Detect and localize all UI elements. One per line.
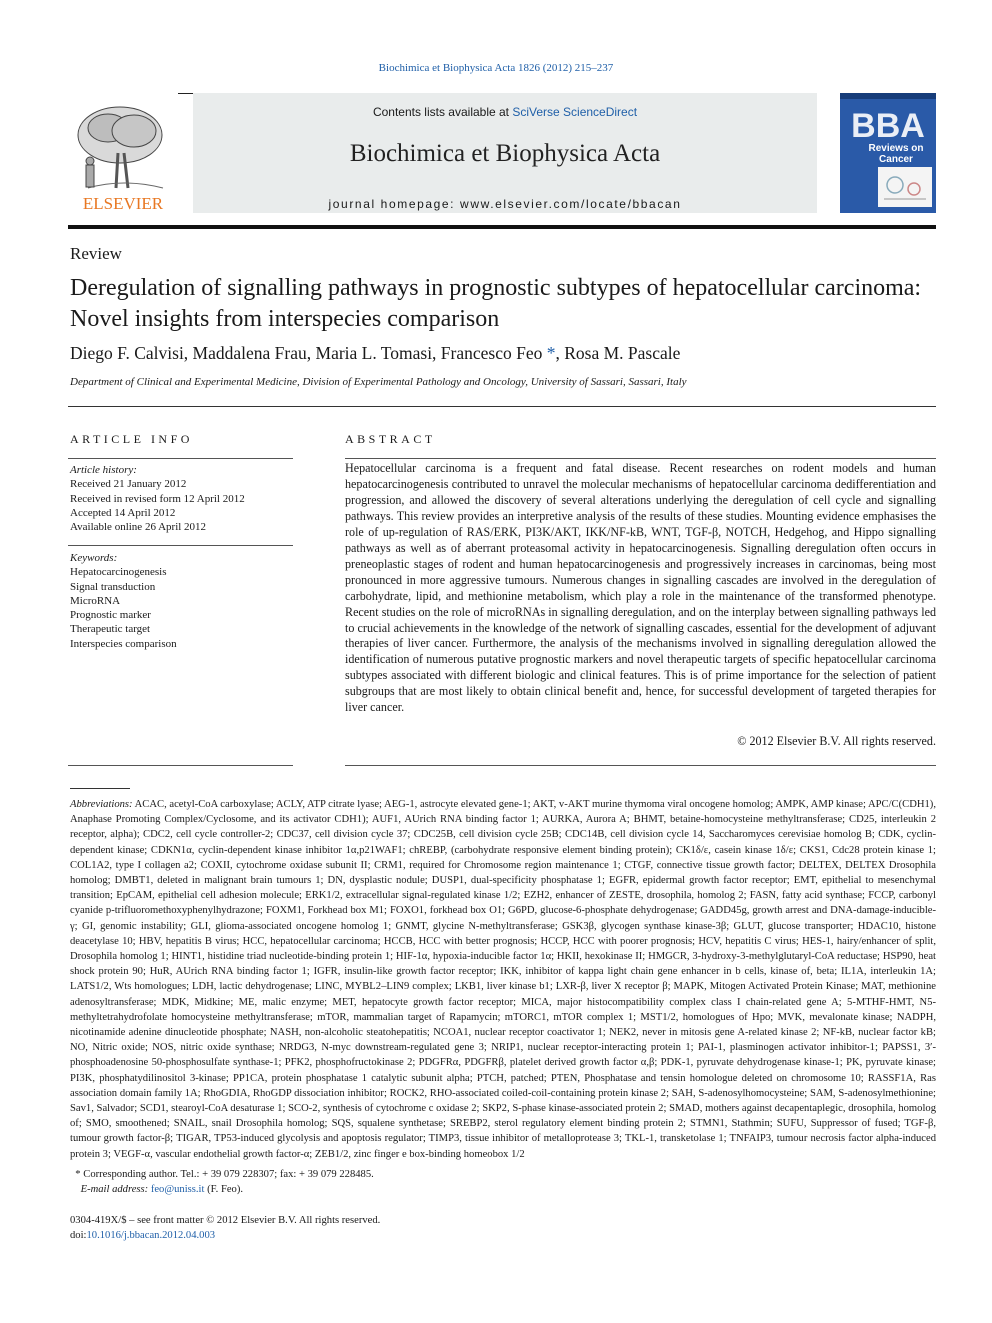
abstract-rule [345, 458, 936, 459]
author-list: Diego F. Calvisi, Maddalena Frau, Maria L. Tomasi, Francesco Feo *, Rosa M. Pascale [70, 343, 681, 363]
abstract-text: Hepatocellular carcinoma is a frequent and fatal disease. Recent researches on rodent models and human hepatocarcinogenesis contributed to unravel the molecular mechanisms of hepatocellular carcinoma dedifferentiation and progression, and allowed the discovery of several alterations underlying the deregulation of cell cycle and signalling pathways. This review provides an interpretive analysis of the results of these studies. Mounting evidence emphasises the role of up-regulation of RAS/ERK, PI3K/AKT, IKK/NF-kB, WNT, TGF-β, NOTCH, Hedgehog, and Hippo signalling pathways as well as of aberrant proteasomal activity in hepatocarcinogenesis. Signalling deregulation often occurs in preneoplastic stages of rodent and human hepatocarcinogenesis and progressively increases in carcinomas, being most pronounced in more aggressive tumours. Numerous changes in signalling cascades are involved in the deregulation of carbohydrate, lipid, and methionine metabolism, which play a role in the maintenance of the transformed phenotype. Recent studies on the role of microRNAs in signalling deregulation, and on the interplay between signalling pathways led to crucial achievements in the knowledge of the network of signalling cascades, essential for the development of adjuvant therapies of liver cancer. Furthermore, the analysis of the mechanisms involved in signalling deregulation allowed the identification of numerous putative prognostic markers and novel therapeutic targets of specific hepatocellular carcinoma subtypes associated with different biologic and clinical features. This is of prime importance for the selection of patient subgroups that are most likely to obtain clinical benefit and, hence, for successful development of targeted therapies for liver cancer. [345, 461, 936, 715]
front-matter: 0304-419X/$ – see front matter © 2012 Elsevier B.V. All rights reserved. doi:10.1016/j.bbacan.2012.04.003 [70, 1213, 936, 1243]
keyword: Prognostic marker [70, 609, 151, 622]
keyword: Therapeutic target [70, 623, 151, 636]
keywords-label: Keywords: [70, 552, 118, 564]
affiliation-rule [68, 406, 936, 407]
journal-cover[interactable] [840, 93, 936, 213]
article-info-heading: ARTICLE INFO [70, 432, 193, 446]
doi-link[interactable]: 10.1016/j.bbacan.2012.04.003 [86, 1230, 216, 1242]
history-label: Article history: [70, 464, 137, 476]
history-item: Received in revised form 12 April 2012 [70, 492, 245, 505]
journal-cover-image [840, 93, 936, 213]
corresponding-footnote: * Corresponding author. Tel.: + 39 079 228307; fax: + 39 079 228485. E-mail address: feo@uniss.it (F. Feo). [70, 1169, 374, 1196]
svg-text:Cancer: Cancer [879, 154, 913, 165]
affiliation: Department of Clinical and Experimental Medicine, Division of Experimental Pathology and Oncology, University of Sassari, Sassari, Italy [70, 376, 687, 388]
contents-line: Contents lists available at SciVerse ScienceDirect [372, 105, 638, 119]
footnote-rule [70, 788, 130, 789]
article-title: Deregulation of signalling pathways in prognostic subtypes of hepatocellular carcinoma: Novel insights from interspecies comparison [70, 275, 922, 332]
article-info-rule [68, 458, 293, 459]
keyword: Signal transduction [70, 580, 156, 593]
keyword: MicroRNA [70, 594, 121, 607]
elsevier-logo[interactable] [68, 93, 178, 213]
keywords-rule [68, 545, 293, 546]
email-link[interactable]: feo@uniss.it [150, 1184, 205, 1196]
corresponding-author-mark[interactable]: * [546, 343, 556, 363]
front-matter-text: 0304-419X/$ – see front matter © 2012 Elsevier B.V. All rights reserved. [70, 1215, 381, 1226]
article-history [70, 463, 245, 534]
history-item: Received 21 January 2012 [70, 478, 187, 491]
svg-text:BBA: BBA [851, 107, 925, 145]
corresponding-text: Corresponding author. Tel.: + 39 079 228307; fax: + 39 079 228485. [83, 1169, 374, 1180]
sciencedirect-link[interactable]: SciVerse ScienceDirect [512, 105, 638, 119]
svg-text:Reviews on: Reviews on [868, 143, 924, 154]
header-bottom-rule [68, 225, 936, 229]
journal-title: Biochimica et Biophysica Acta [349, 140, 661, 167]
abstract-end-rule [345, 765, 936, 766]
keyword-list [70, 551, 177, 651]
journal-homepage[interactable]: journal homepage: www.elsevier.com/locate/bbacan [328, 197, 682, 211]
email-label: E-mail address: [80, 1184, 149, 1196]
svg-text:ELSEVIER: ELSEVIER [82, 194, 164, 213]
abbreviations-label: Abbreviations: [70, 799, 133, 810]
journal-citation[interactable]: Biochimica et Biophysica Acta 1826 (2012) 215–237 [378, 62, 614, 74]
article-info-end-rule [68, 765, 293, 766]
keyword: Interspecies comparison [70, 637, 177, 650]
article-type: Review [70, 244, 122, 263]
history-item: Available online 26 April 2012 [70, 521, 207, 534]
history-item: Accepted 14 April 2012 [70, 506, 176, 519]
abstract-heading: ABSTRACT [345, 432, 436, 446]
abbreviations-footnote [70, 797, 936, 1162]
abbreviations-text: ACAC, acetyl-CoA carboxylase; ACLY, ATP citrate lyase; AEG-1, astrocyte elevated gene-1; AKT, v-AKT murine thymoma viral oncogene homolog; AMPK, AMP kinase; APC/C(CDH1), Anaphase Promoting Complex/Cyclosome, and its activator CDH1); AUF1, AUrich RNA binding factor 1; AURKA, Aurora A; BHMT, betaine-homocysteine methyltransferase; CD25, interleukin 2 receptor, alpha); CDC2, cell cycle controller-2; CDC37, cell division cycle 37; CDC25B, cell division cycle 25B; CDC14B, cell division cycle 14, Saccharomyces cerevisiae homolog B; CDK, cyclin-dependent kinase; CDKN1α, cyclin-dependent kinase inhibitor 1α,p21WAF1; chREBP, (carbohydrate responsive element binding protein); CK1δ/ε, casein kinase 1δ/ε; CKS1, Cdc28 protein kinase 1; COL1A2, type I collagen a2; COXII, cytochrome oxidase subunit II; CRM1, required for Chromosome region maintenance 1; CTGF, connective tissue growth factor; DELTEX, DELTEX Drosophila homolog; DMBT1, deleted in malignant brain tumours 1; DN, dysplastic nodule; DUSP1, dual-specificity phosphatase 1; EGFR, epidermal growth factor receptor; EMT, epithelial to mesenchymal transition; EpCAM, epithelial cell adhesion molecule; ERK1/2, extracellular signal-regulated kinase 1/2; EZH2, enhancer of ZESTE, drosophila, homolog 2; FASN, fatty acid synthase; FCCP, carbonyl cyanide p-trifluoromethoxyphenylhydrazone; FOXM1, Forkhead box M1; FOXO1, forkhead box O1; G6PD, glucose-6-phosphate dehydrogenase; GADD45g, growth arrest and DNA-damage-inducible-γ; GI, genomic instability; GLI, glioma-associated oncogene homolog 1; GNMT, glycine N-methyltransferase; GSK3β, glycogen synthase kinase-3β; GLUT, glucose transporter; HDAC10, histone deacetylase 10; HBV, hepatitis B virus; HCC, hepatocellular carcinoma; HCCB, HCC with better prognosis; HCCP, HCC with poorer prognosis; HCV, hepatitis C virus; HES-1, hairy/enhancer of split, Drosophila homolog 1; HINT1, histidine triad nucleotide-binding protein 1; HIF-1α, hypoxia-inducible factor 1α; HKII, hexokinase II; HMGCR, 3-hydroxy-3-methylglutaryl-CoA reductase; HSP90, heat shock protein 90; HuR, AUrich RNA binding factor 1; IGFR, insulin-like growth factor receptor; IKK, inhibitor of kappa light chain gene enhancer in b cells, kinase of, beta; IL1A, interleukin 1A; LATS1/2, Wts homologues; LDH, lactic dehydrogenase; LINC, MYBL2–LIN9 complex; LKB1, liver kinase b1; LXR-β, liver X receptor β; MAPK, Mitogen Activated Protein Kinase; MAT, methionine adenosyltransferase; MDK, Midkine; ME, malic enzyme; MET, hepatocyte growth factor receptor; MICA, major histocompatibility complex class I chain-related gene A; 5-MTHF-HMT, N5-methyltetrahydrofolate homocysteine methyltransferase; mTOR, mammalian target of Rapamycin; mTORC1, mTOR complex 1; MST1/2, homologues of Hpo; MVK, mevalonate kinase; NADPH, nicotinamide adenine dinucleotide phosphate; NASH, non-alcoholic steatohepatitis; NCOA1, nuclear receptor coactivator 1; NEK2, never in mitosis gene A-related kinase 2; NF-kB, nuclear factor kB; NO, Nitric oxide; NOS, nitric oxide synthase; NRDG3, N-myc downstream-regulated gene 3; NRIP1, nuclear receptor-interacting protein 1; PAI-1, plasminogen activator inhibitor-1; PAPSS1, 3′-phosphoadenosine 50-phosphosulfate synthase-1; PFK2, phosphofructokinase 2; PDGFRα, PDGFRβ, platelet derived growth factor α,β; PDK-1, pyruvate dehydrogenase kinase-1; PK, pyruvate kinase; PI3K, phosphatydilinositol 3-kinase; PP1CA, protein phosphatase 1 catalytic subunit alpha; PTCH, patched; PTEN, Phosphatase and tensin homologue deleted on chromosome 10; RASSF1A, Ras association domain family 1A; RhoGDIA, RhoGDP dissociation inhibitor; ROCK2, RHO-associated coiled-coil-containing protein kinase 2; SAH, S-adenosylhomocysteine; SAM, S-adenosylmethionine; Sav1, Salvador; SCD1, stearoyl-CoA desaturase 1; SCO-2, synthesis of cytochrome c oxidase 2; SKP2, S-phase kinase-associated protein 2; SMAD, mothers against decapentaplegic, drosophila, homolog of; SMO, smoothened; SNAIL, snail Drosophila homolog; SQS, squalene synthetase; SREBP2, sterol regulatory element binding protein 2; STMN1, Stathmin; SUFU, Suppressor of fused; TGF-β, tumour growth factor-β; TIGAR, TP53-induced glycolysis and apoptosis regulator; TIMP3, tissue inhibitor of metalloprotease 3; TKL-1, transketolase 1; TNFAIP3, tumour necrosis factor alpha-induced protein 3; VEGF-α, vascular endothelial growth factor-α; ZEB1/2, zinc finger e box-binding homeobox 1/2 [70, 799, 936, 1160]
elsevier-tree-icon [68, 93, 178, 213]
keyword: Hepatocarcinogenesis [70, 566, 167, 579]
copyright-notice: © 2012 Elsevier B.V. All rights reserved. [737, 734, 936, 748]
